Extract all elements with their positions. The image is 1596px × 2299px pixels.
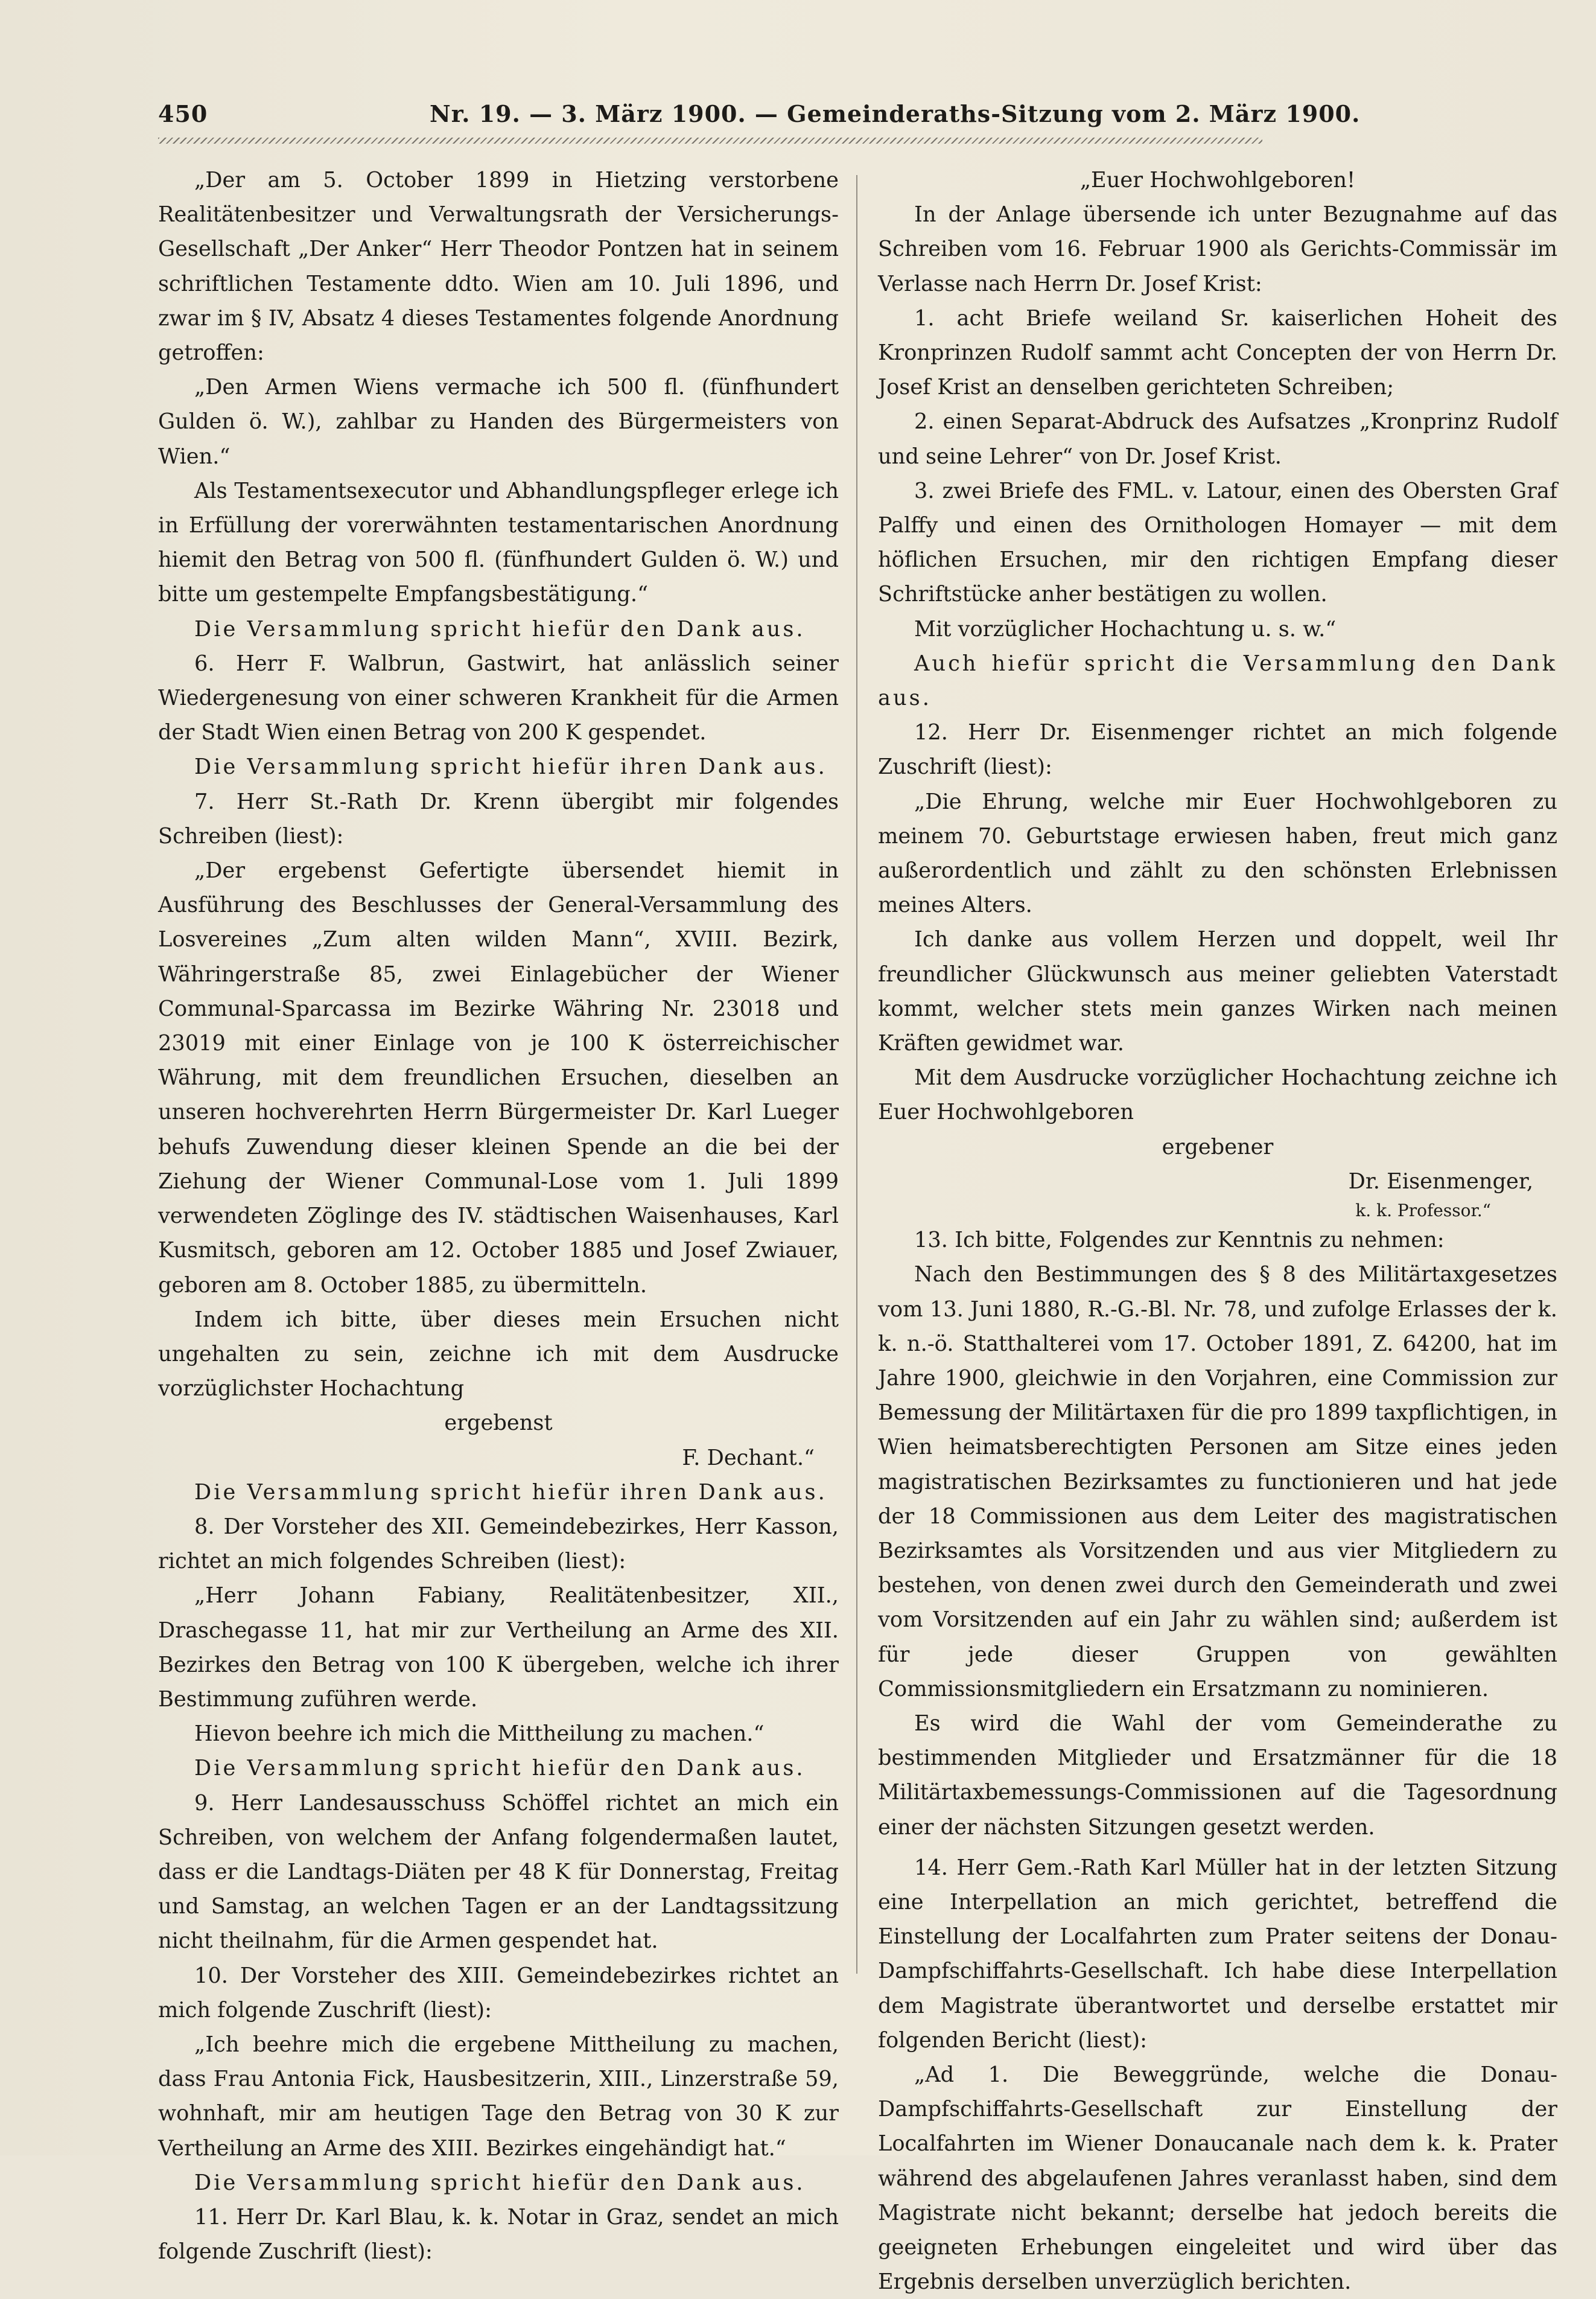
paragraph: Die Versammlung spricht hiefür den Dank aus. (194, 1756, 806, 1781)
paragraph: „Die Ehrung, welche mir Euer Hochwohlgeboren zu meinem 70. Geburtstage erwiesen haben, freut mich ganz außerordentlich und zählt zu den schönsten Erlebnissen meines Alters. (878, 789, 1557, 918)
paragraph: Auch hiefür spricht die Versammlung den Dank aus. (878, 651, 1557, 711)
paragraph: Die Versammlung spricht hiefür den Dank aus. (194, 2170, 806, 2195)
paragraph: Es wird die Wahl der vom Gemeinderathe zu bestimmenden Mitglieder und Ersatzmänner für die 18 Militärtaxbemessungs-Commissionen auf die Tagesordnung einer der nächsten Sitzungen gesetzt werden. (878, 1711, 1557, 1840)
spacer (878, 1845, 1557, 1851)
paragraph: Die Versammlung spricht hiefür den Dank aus. (194, 616, 806, 642)
signature-title: k. k. Professor.“ (1355, 1201, 1491, 1221)
paragraph: Die Versammlung spricht hiefür ihren Dank aus. (194, 1479, 827, 1505)
paragraph: 6. Herr F. Walbrun, Gastwirt, hat anlässlich seiner Wiedergenesung von einer schweren Krankheit für die Armen der Stadt Wien einen Betrag von 200 K gespendet. (158, 651, 839, 745)
paragraph: „Den Armen Wiens vermache ich 500 fl. (fünfhundert Gulden ö. W.), zahlbar zu Handen des Bürgermeisters von Wien.“ (158, 375, 839, 469)
signature: F. Dechant.“ (682, 1445, 815, 1470)
closing: ergebener (1162, 1134, 1274, 1159)
paragraph: Als Testamentsexecutor und Abhandlungspfleger erlege ich in Erfüllung der vorerwähnten testamentarischen Anordnung hiemit den Betrag von 500 fl. (fünfhundert Gulden ö. W.) und bitte um gestempelte Empfangsbestätigung.“ (158, 478, 839, 607)
paragraph: „Herr Johann Fabiany, Realitätenbesitzer, XII., Draschegasse 11, hat mir zur Vertheilung an Arme des XII. Bezirkes den Betrag von 100 K übergeben, welche ich ihrer Bestimmung zuführen werde. (158, 1583, 839, 1712)
running-title: Nr. 19. — 3. März 1900. — Gemeinderaths-Sitzung vom 2. März 1900. (430, 100, 1361, 127)
paragraph: ergebenst (444, 1411, 553, 1436)
paragraph: Indem ich bitte, über dieses mein Ersuchen nicht ungehalten zu sein, zeichne ich mit dem Ausdrucke vorzüglichster Hochachtung (158, 1307, 839, 1401)
paragraph: „Ad 1. Die Beweggründe, welche die Donau-Dampfschiffahrts-Gesellschaft zur Einstellung der Localfahrten im Wiener Donaucanale nach dem k. k. Prater während des abgelaufenen Jahres veranlasst haben, sind dem Magistrate nicht bekannt; derselbe hat jedoch bereits die geeigneten Erhebungen eingeleitet und wird über das Ergebnis derselben unverzüglich berichten. (878, 2062, 1557, 2295)
paragraph: 2. einen Separat-Abdruck des Aufsatzes „Kronprinz Rudolf und seine Lehrer“ von Dr. Josef Krist. (878, 409, 1557, 469)
paragraph: 13. Ich bitte, Folgendes zur Kenntnis zu nehmen: (914, 1228, 1445, 1253)
paragraph: 9. Herr Landesausschuss Schöffel richtet an mich ein Schreiben, von welchem der Anfang folgendermaßen lautet, dass er die Landtags-Diäten per 48 K für Donnerstag, Freitag und Samstag, an welchen Tagen er an der Landtagssitzung nicht theilnahm, für die Armen gespendet hat. (158, 1790, 839, 1954)
paragraph: 14. Herr Gem.-Rath Karl Müller hat in der letzten Sitzung eine Interpellation an mich gerichtet, betreffend die Einstellung der Localfahrten zum Prater seitens der Donau-Dampfschiffahrts-Gesellschaft. Ich habe diese Interpellation dem Magistrate überantwortet und derselbe erstattet mir folgenden Bericht (liest): (878, 1855, 1557, 2053)
header-rule (158, 138, 1262, 144)
paragraph: 8. Der Vorsteher des XII. Gemeindebezirkes, Herr Kasson, richtet an mich folgendes Schreiben (liest): (158, 1514, 839, 1574)
salutation: „Euer Hochwohlgeboren! (1079, 168, 1356, 193)
paragraph: 1. acht Briefe weiland Sr. kaiserlichen Hoheit des Kronprinzen Rudolf sammt acht Concepten der von Herrn Dr. Josef Krist an denselben gerichteten Schreiben; (878, 305, 1557, 400)
paragraph: Mit vorzüglicher Hochachtung u. s. w.“ (914, 616, 1337, 642)
column-divider (856, 175, 857, 1974)
paragraph: 3. zwei Briefe des FML. v. Latour, einen des Obersten Graf Palffy und einen des Ornithologen Homayer — mit dem höflichen Ersuchen, mir den richtigen Empfang dieser Schriftstücke anher bestätigen zu wollen. (878, 478, 1557, 607)
signature: Dr. Eisenmenger, (1348, 1169, 1533, 1194)
paragraph: Die Versammlung spricht hiefür ihren Dank aus. (194, 754, 827, 780)
paragraph: In der Anlage übersende ich unter Bezugnahme auf das Schreiben vom 16. Februar 1900 als Gerichts-Commissär im Verlasse nach Herrn Dr. Josef Krist: (878, 202, 1557, 296)
page-header (158, 95, 1361, 138)
paragraph: Mit dem Ausdrucke vorzüglicher Hochachtung zeichne ich Euer Hochwohlgeboren (878, 1065, 1557, 1125)
page-number: 450 (158, 100, 208, 127)
paragraph: Hievon beehre ich mich die Mittheilung zu machen.“ (194, 1721, 765, 1747)
paragraph: 7. Herr St.-Rath Dr. Krenn übergibt mir folgendes Schreiben (liest): (158, 789, 839, 849)
paragraph: 10. Der Vorsteher des XIII. Gemeindebezirkes richtet an mich folgende Zuschrift (liest): (158, 1963, 839, 2023)
paragraph: 11. Herr Dr. Karl Blau, k. k. Notar in Graz, sendet an mich folgende Zuschrift (liest): (158, 2204, 839, 2265)
paragraph: „Der ergebenst Gefertigte übersendet hiemit in Ausführung des Beschlusses der General-Versammlung des Losvereines „Zum alten wilden Mann“, XVIII. Bezirk, Währingerstraße 85, zwei Einlagebücher der Wiener Communal-Sparcassa im Bezirke Währing Nr. 23018 und 23019 mit einer Einlage von je 100 K österreichischer Währung, mit dem freundlichen Ersuchen, dieselben an unseren hochverehrten Herrn Bürgermeister Dr. Karl Lueger behufs Zuwendung dieser kleinen Spende an die bei der Ziehung der Wiener Communal-Lose vom 1. Juli 1899 verwendeten Zöglinge des IV. städtischen Waisenhauses, Karl Kusmitsch, geboren am 12. October 1885 und Josef Zwiauer, geboren am 8. October 1885, zu übermitteln. (158, 858, 839, 1298)
left-column (158, 163, 839, 2269)
right-column (878, 163, 1557, 2299)
paragraph: Ich danke aus vollem Herzen und doppelt, weil Ihr freundlicher Glückwunsch aus meiner geliebten Vaterstadt kommt, welcher stets mein ganzes Wirken nach meinen Kräften gewidmet war. (878, 927, 1557, 1056)
paragraph: 12. Herr Dr. Eisenmenger richtet an mich folgende Zuschrift (liest): (878, 720, 1557, 780)
paragraph: „Ich beehre mich die ergebene Mittheilung zu machen, dass Frau Antonia Fick, Hausbesitzerin, XIII., Linzerstraße 59, wohnhaft, mir am heutigen Tage den Betrag von 30 K zur Vertheilung an Arme des XIII. Bezirkes eingehändigt hat.“ (158, 2032, 839, 2161)
paragraph: „Der am 5. October 1899 in Hietzing verstorbene Realitätenbesitzer und Verwaltungsrath der Versicherungs-Gesellschaft „Der Anker“ Herr Theodor Pontzen hat in seinem schriftlichen Testamente ddto. Wien am 10. Juli 1896, und zwar im § IV, Absatz 4 dieses Testamentes folgende Anordnung getroffen: (158, 168, 839, 366)
paragraph: Nach den Bestimmungen des § 8 des Militärtaxgesetzes vom 13. Juni 1880, R.-G.-Bl. Nr. 78, und zufolge Erlasses der k. k. n.-ö. Statthalterei vom 17. October 1891, Z. 64200, hat im Jahre 1900, gleichwie in den Vorjahren, eine Commission zur Bemessung der Militärtaxen für die pro 1899 taxpflichtigen, in Wien heimatsberechtigten Personen am Sitze eines jeden magistratischen Bezirksamtes zu functionieren und hat jede der 18 Commissionen aus dem Leiter des magistratischen Bezirksamtes als Vorsitzenden und aus vier Mitgliedern zu bestehen, von denen zwei durch den Gemeinderath und zwei vom Vorsitzenden auf ein Jahr zu wählen sind; außerdem ist für jede dieser Gruppen von gewählten Commissionsmitgliedern ein Ersatzmann zu nominieren. (878, 1262, 1557, 1701)
